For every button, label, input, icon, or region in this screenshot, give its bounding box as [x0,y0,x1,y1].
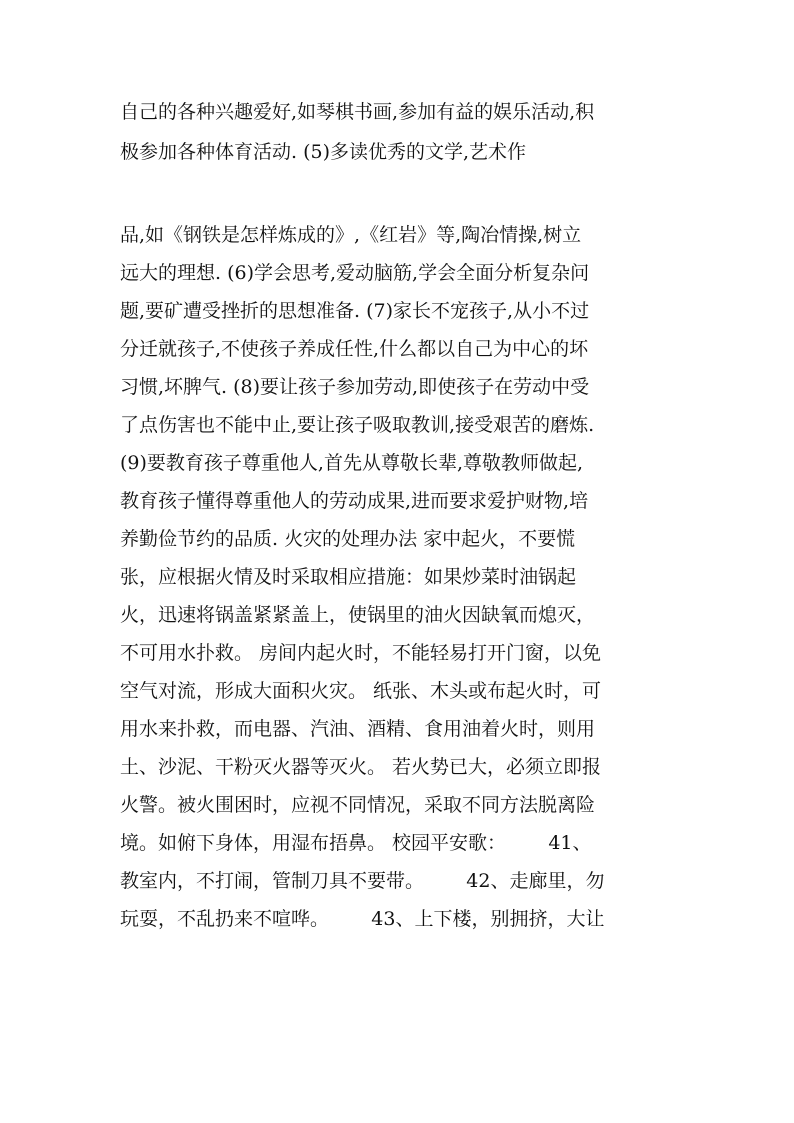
text-line: 远大的理想. (6)学会思考,爱动脑筋,学会全面分析复杂问 [120,262,590,284]
text-line: 火，迅速将锅盖紧紧盖上，使锅里的油火因缺氧而熄灭， [120,604,596,626]
text-line: 自己的各种兴趣爱好,如琴棋书画,参加有益的娱乐活动,积 [120,101,595,123]
text-line: 空气对流，形成大面积火灾。 纸张、木头或布起火时，可 [120,680,602,702]
text-line: 土、沙泥、干粉灭火器等灭火。 若火势已大，必须立即报 [120,756,602,778]
text-line: 品,如《钢铁是怎样炼成的》,《红岩》等,陶冶情操,树立 [120,224,582,246]
text-line: 张，应根据火情及时采取相应措施：如果炒菜时油锅起 [120,566,577,588]
text-line: 分迁就孩子,不使孩子养成任性,什么都以自己为中心的坏 [120,338,589,360]
text-line: 境。如俯下身体，用湿布捂鼻。 校园平安歌： 41、 [120,832,592,854]
text-line: 题,要矿遭受挫折的思想准备. (7)家长不宠孩子,从小不过 [120,300,590,322]
text-line: 用水来扑救，而电器、汽油、酒精、食用油着火时，则用 [120,718,596,740]
text-line: 教育孩子懂得尊重他人的劳动成果,进而要求爱护财物,培 [120,490,589,512]
text-line: 不可用水扑救。 房间内起火时，不能轻易打开门窗，以免 [120,642,602,664]
text-line: 极参加各种体育活动. (5)多读优秀的文学,艺术作 [120,141,527,163]
text-line: 玩耍，不乱扔来不喧哗。 43、上下楼，别拥挤，大让 [120,908,605,930]
text-line: 养勤俭节约的品质. 火灾的处理办法 家中起火，不要慌 [120,528,576,550]
text-line: (9)要教育孩子尊重他人,首先从尊敬长辈,尊敬教师做起, [120,452,584,474]
text-line: 习惯,坏脾气. (8)要让孩子参加劳动,即使孩子在劳动中受 [120,376,590,398]
text-line: 火警。被火围困时，应视不同情况，采取不同方法脱离险 [120,794,596,816]
text-line: 了点伤害也不能中止,要让孩子吸取教训,接受艰苦的磨炼. [120,414,595,436]
text-line: 教室内，不打闹，管制刀具不要带。 42、走廊里，勿 [120,870,605,892]
